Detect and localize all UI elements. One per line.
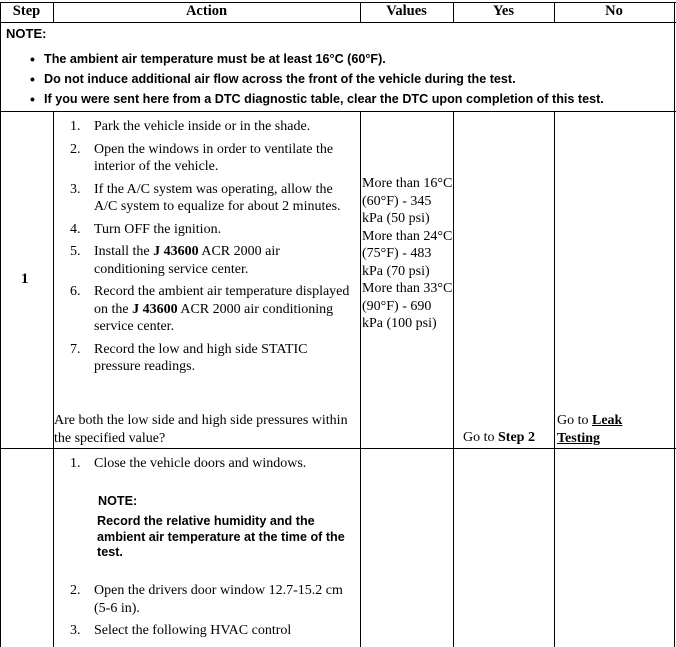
step1-yes: Go to Step 2 [463, 430, 535, 445]
action-item: 3. If the A/C system was operating, allow the A/C system to equalize for about 2 minutes. [70, 181, 341, 214]
action-item: 2. Open the windows in order to ventilate the interior of the vehicle. [70, 141, 334, 174]
step-number: 1 [21, 271, 29, 287]
header-step: Step [12, 3, 41, 19]
note-list [30, 49, 604, 109]
step2-note-text: Record the relative humidity and the ambient air temperature at the time of the test. [97, 514, 345, 560]
goto-step2-label: Step 2 [498, 430, 535, 445]
note-bottom-border [0, 111, 676, 112]
table-right-border [674, 2, 675, 647]
header-no: No [605, 3, 623, 19]
col-divider [360, 111, 361, 647]
header-bottom-border [0, 22, 676, 23]
step1-action-list [70, 118, 350, 381]
leak-testing-link[interactable]: Leak [592, 413, 623, 428]
col-divider [53, 111, 54, 647]
col-divider [554, 111, 555, 647]
header-yes: Yes [493, 3, 514, 19]
tool-number: J 43600 [132, 301, 178, 317]
table-left-border [0, 2, 1, 647]
note-item: • Do not induce additional air flow across the front of the vehicle during the test. [30, 69, 604, 89]
action-item: 3. Select the following HVAC control [70, 623, 292, 638]
tool-number: J 43600 [153, 244, 199, 259]
step1-question: Are both the low side and high side pressures within the specified value? [54, 413, 348, 446]
value-item: More than 24°C (75°F) - 483 kPa (70 psi) [362, 228, 453, 279]
step1-bottom-border [0, 448, 676, 449]
step2-note-title: NOTE: [98, 494, 138, 508]
action-item: 6. Record the ambient air temperature displayed on the J 43600 ACR 2000 air conditioning service center. [70, 284, 350, 334]
header-action: Action [185, 3, 228, 19]
action-item: 1. Close the vehicle doors and windows. [70, 456, 307, 471]
note-item: • If you were sent here from a DTC diagnostic table, clear the DTC upon completion of this test. [30, 89, 604, 109]
action-item: 4. Turn OFF the ignition. [70, 221, 222, 237]
note-title: NOTE: [6, 26, 47, 41]
value-item: More than 33°C (90°F) - 690 kPa (100 psi) [362, 281, 453, 331]
step2-action-list [70, 455, 350, 478]
action-item: 7. Record the low and high side STATIC pressure readings. [70, 341, 308, 374]
step2-action-list-cont [70, 582, 350, 645]
leak-testing-link-cont[interactable]: Testing [557, 431, 601, 446]
action-item: 2. Open the drivers door window 12.7-15.2 cm (5-6 in). [70, 583, 343, 616]
header-values: Values [386, 3, 427, 19]
note-item: • The ambient air temperature must be at least 16°C (60°F). [30, 49, 604, 69]
action-item: 1. Park the vehicle inside or in the shade. [70, 119, 311, 134]
value-item: More than 16°C (60°F) - 345 kPa (50 psi) [362, 176, 453, 226]
step1-values [362, 175, 454, 333]
action-item: 5. Install the J 43600 ACR 2000 air conditioning service center. [70, 244, 280, 277]
step1-no: Go to Leak Testing [557, 413, 623, 446]
